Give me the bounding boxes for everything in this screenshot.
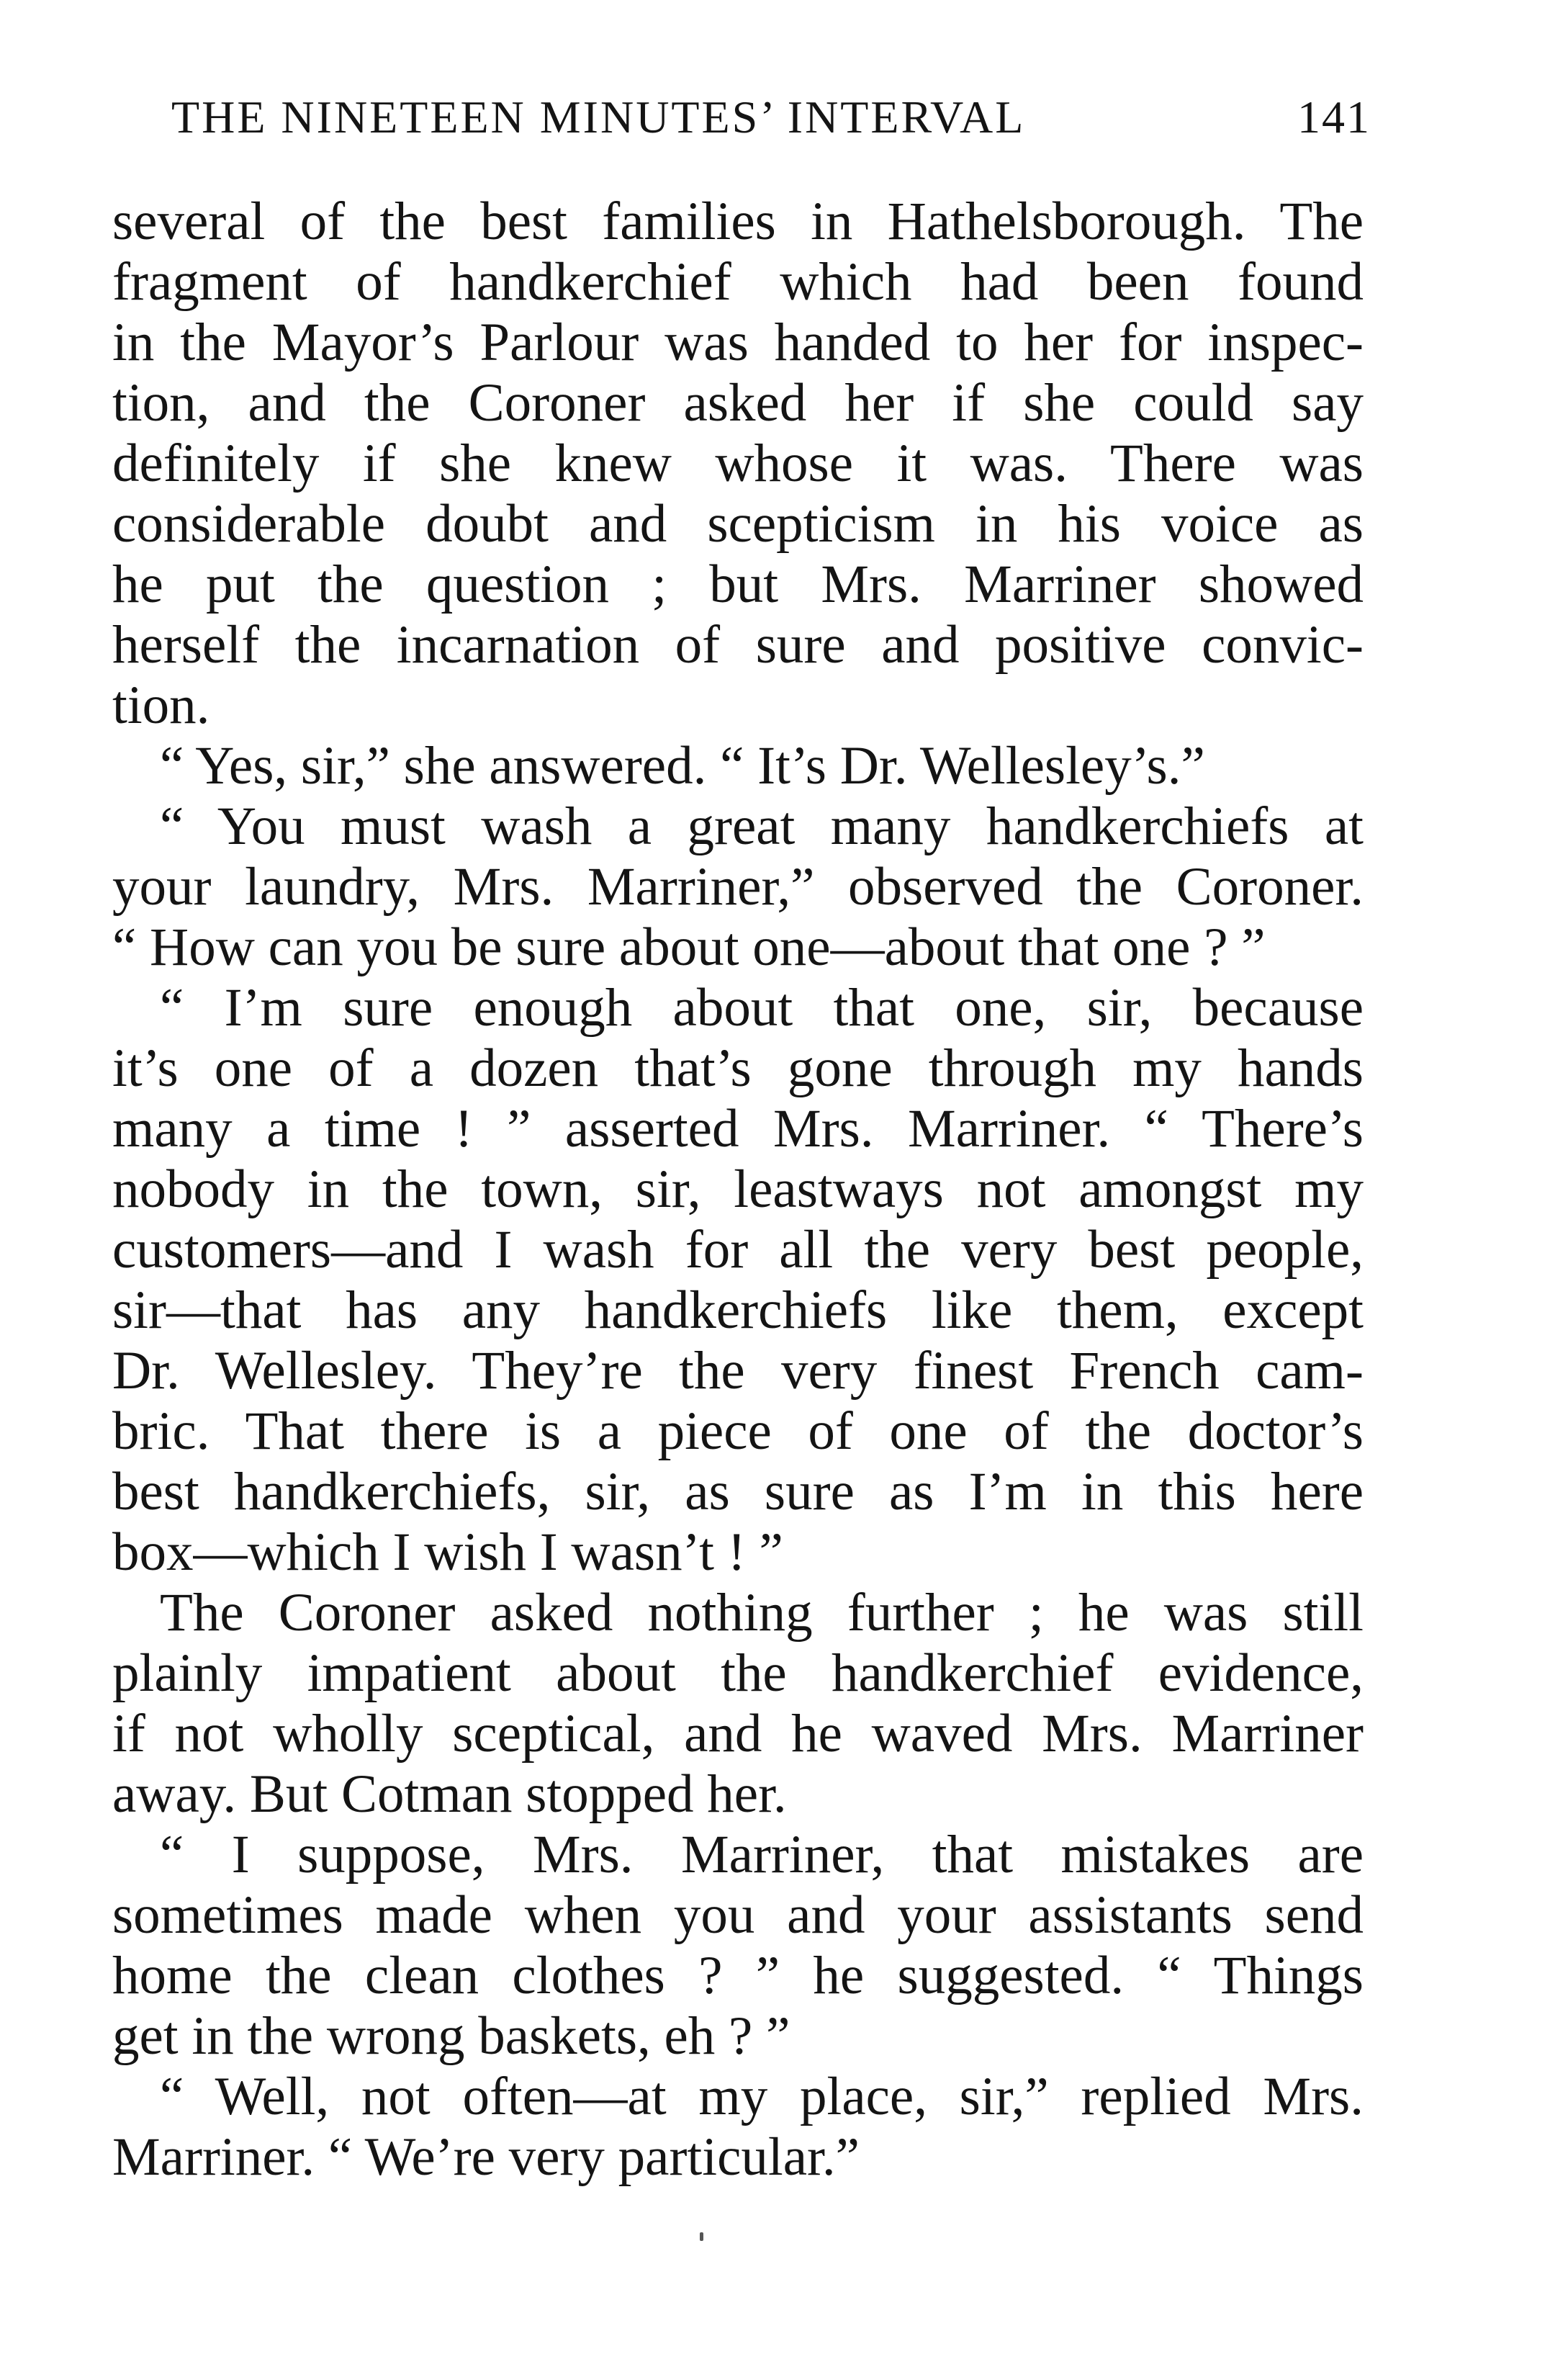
text-line: Marriner. “ We’re very particular.” [112,2127,860,2187]
print-speck [700,2232,703,2241]
text-line: nobody in the town, sir, leastways not amongst my [112,1159,1364,1219]
text-line: The Coroner asked nothing further ; he was still [160,1583,1364,1643]
text-line: “ Yes, sir,” she answered. “ It’s Dr. Wellesley’s.” [160,736,1205,796]
text-line: herself the incarnation of sure and positive convic- [112,615,1364,675]
text-line: if not wholly sceptical, and he waved Mrs. Marriner [112,1704,1364,1764]
text-line: he put the question ; but Mrs. Marriner showed [112,554,1364,614]
running-title: THE NINETEEN MINUTES’ INTERVAL [171,91,1026,143]
text-line: home the clean clothes ? ” he suggested. “ Things [112,1946,1364,2005]
text-line: several of the best families in Hathelsborough. The [112,192,1364,251]
text-line: “ I suppose, Mrs. Marriner, that mistakes are [160,1825,1364,1884]
text-line: tion. [112,675,210,735]
text-line: in the Mayor’s Parlour was handed to her for inspec- [112,313,1364,372]
text-line: tion, and the Coroner asked her if she could say [112,373,1364,433]
text-line: your laundry, Mrs. Marriner,” observed the Coroner. [112,857,1364,917]
text-line: box—which I wish I wasn’t ! ” [112,1522,783,1582]
text-line: away. But Cotman stopped her. [112,1764,787,1824]
text-line: many a time ! ” asserted Mrs. Marriner. “ There’s [112,1099,1364,1159]
text-line: sir—that has any handkerchiefs like them, except [112,1280,1364,1340]
text-line: bric. That there is a piece of one of the doctor’s [112,1401,1364,1461]
text-line: sometimes made when you and your assistants send [112,1885,1364,1945]
text-line: plainly impatient about the handkerchief evidence, [112,1643,1364,1703]
text-line: “ You must wash a great many handkerchiefs at [160,796,1364,856]
body-text [112,192,1364,2188]
text-line: it’s one of a dozen that’s gone through my hands [112,1038,1364,1098]
text-line: definitely if she knew whose it was. There was [112,433,1364,493]
text-line: “ How can you be sure about one—about that one ? ” [112,917,1266,977]
text-line: Dr. Wellesley. They’re the very finest French cam- [112,1341,1364,1401]
text-line: customers—and I wash for all the very best people, [112,1220,1364,1280]
text-line: “ Well, not often—at my place, sir,” replied Mrs. [160,2067,1364,2126]
running-head [171,85,1371,150]
text-line: best handkerchiefs, sir, as sure as I’m in this here [112,1462,1364,1522]
text-line: get in the wrong baskets, eh ? ” [112,2006,790,2066]
text-line: considerable doubt and scepticism in his voice as [112,494,1364,554]
text-line: fragment of handkerchief which had been found [112,252,1364,312]
page-number: 141 [1297,91,1371,143]
text-line: “ I’m sure enough about that one, sir, because [160,978,1364,1038]
